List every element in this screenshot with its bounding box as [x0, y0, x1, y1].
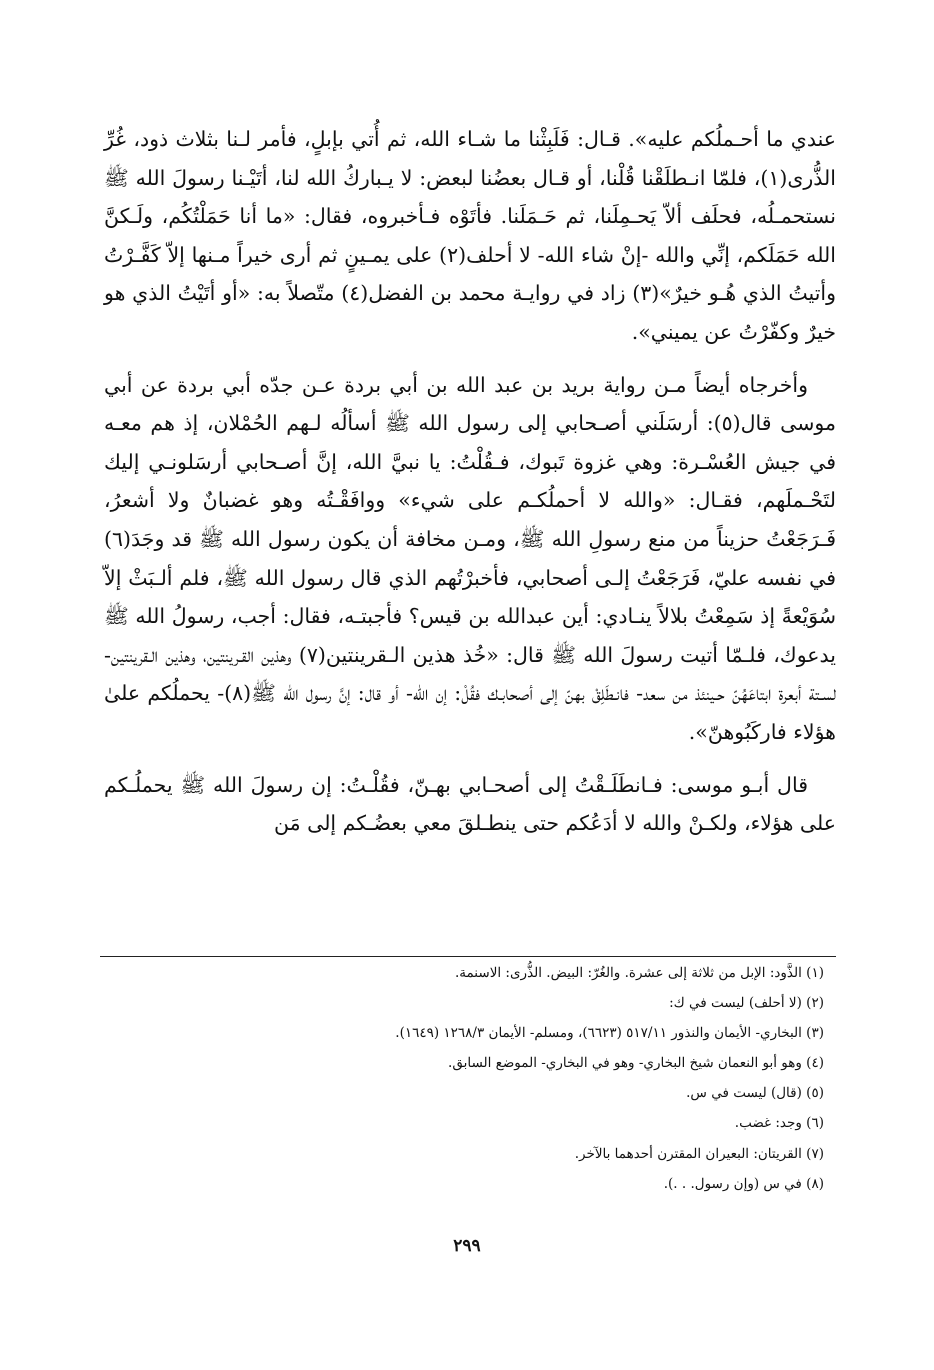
footnote-5: (٥) (قال) ليست في س. — [686, 1085, 824, 1102]
footnote-8: (٨) في س (وإن رسول. . .). — [663, 1175, 824, 1192]
paragraph-2: وأخرجاه أيضاً مـن رواية بريد بن عبد الله بن أبي بردة عـن جدّه أبي بردة عن أبي موسى قال(٥): أرسَلَني أصـحابي إلى رسول الله ﷺ أسألُه لـهم الحُمْلان، إذ هم معـه في جيش العُسْـرة: وهي غزوة تَبوك، فـقُلْتُ: يا نبيَّ الله، إنَّ أصـحابي أرسَلونـي إليك لتَحْـملَهم، فقـال: «والله لا أحملُكـم على شيء» ووافَقْـتُه وهو غضبانٌ ولا أشعرُ، فَـرَجَعْتُ حزيناً من منع رسولِ الله ﷺ، ومـن مخافة أن يكون رسول الله ﷺ قد وجَدَ(٦) في نفسه عليّ، فَرَجَعْتُ إلـى أصحابي، فأخبرْتُهم الذي قال رسول الله ﷺ، فلم ألـبَثْ إلاّ سُوَيْعةً إذ سَمِعْتُ بلالاً ينـادي: أين عبدالله بن قيس؟ فأجبتـه، فقال: أجب، رسولُ الله ﷺ يدعوك، فلـمّا أتيت رسولَ الله ﷺ قال: «خُذ هذين الـقرينتين(٧) وهذين القـرينتين، وهذين الـقرينتين- لسـتة أبعرة ابتاعَهُنّ حـينئذ من سعد- فانـطَلِقْ بهنّ إلى أصحابـك فقُلْ: إن الله- أو قال: إنَّ رسول الله ﷺ(٨)- يحملُكم علىٰ هؤلاء فاركَبُوهنّ». — [104, 372, 836, 744]
footnote-3: (٣) البخاري- الأيمان والنذور ٥١٧/١١ (٦٦٢٣)، ومسلم- الأيمان ١٢٦٨/٣ (١٦٤٩). — [395, 1025, 824, 1042]
footnote-6: (٦) وجد: غضب. — [734, 1115, 824, 1132]
footnote-4: (٤) وهو أبو النعمان شيخ البخاري- وهو في البخاري- الموضع السابق. — [448, 1055, 824, 1072]
paragraph-1: عندي ما أحـملُكم عليه». قـال: فَلَبِثْنا ما شـاء الله، ثم أُتي بإبلٍ، فأمر لـنا بثلاث ذود، غُرِّ الذُّرى(١)، فلمّا انـطلَقْنا قُلْنا، أو قـال بعضُنا لبعض: لا يـباركُ الله لنا، أتَيْـنا رسولَ الله ﷺ نستحمـلُه، فحلَف ألاّ يَحـمِلَنا، ثم حَـمَلَنا. فأتَوْه فـأخبروه، فقال: «ما أنا حَمَلْتُكُم، ولَـكنَّ الله حَمَلَكم، إنِّي والله -إنْ شاء الله- لا أحلف(٢) على يمـينٍ ثم أرى خيراً مـنها إلاّ كَفَّـرْتُ وأتيتُ الذي هُـو خيرٌ»(٣) زاد في روايـة محمد بن الفضل(٤) متّصلاً به: «أو أتَيْتُ الذي هو خيرٌ وكفّرْتُ عن يميني». — [104, 127, 836, 344]
footnote-1: (١) الذَّود: الإبل من ثلاثة إلى عشرة. والغُرّ: البيض. الذُّرى: الاسنمة. — [454, 965, 824, 981]
footnote-2: (٢) (لا أحلف) ليست في ك: — [669, 995, 824, 1012]
footnote-7: (٧) القريتان: البعيران المقترن أحدهما بالآخر. — [574, 1145, 824, 1162]
paragraph-3: قال أبـو موسى: فـانطَلَـقْتُ إلى أصحـابي بهـنّ، فقُلْـتُ: إن رسولَ الله ﷺ يحملُـكم على هؤلاء، ولكـنْ والله لا أدَعُكم حتى ينطـلقَ معي بعضُـكم إلى مَن — [104, 772, 836, 836]
footnote-separator — [100, 956, 836, 957]
footnotes — [120, 958, 824, 1199]
page-number: ٢٩٩ — [453, 1236, 481, 1256]
main-text — [104, 120, 836, 843]
